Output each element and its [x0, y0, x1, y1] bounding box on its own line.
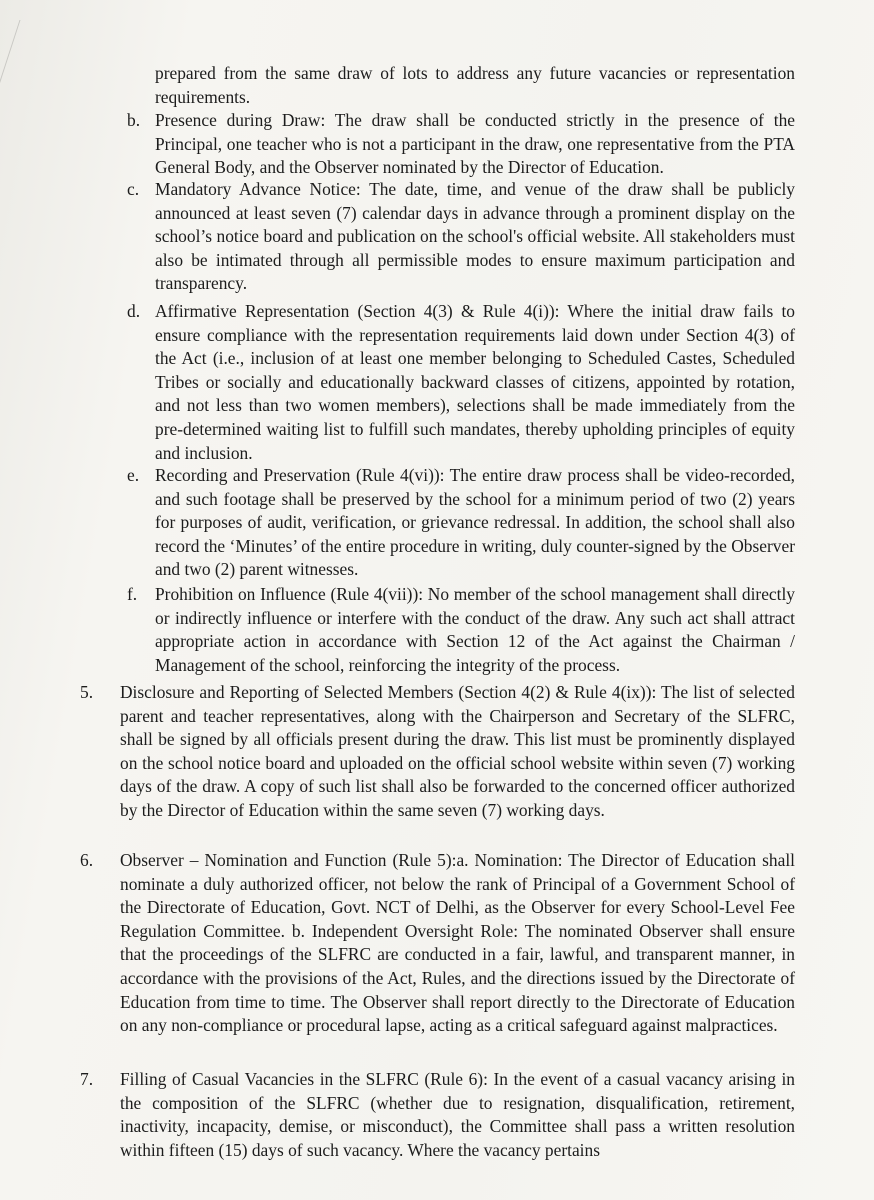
- item-d-text: Affirmative Representation (Section 4(3) & Rule 4(i)): Where the initial draw fails to ensure compliance with the representation requirements laid down under Section 4(3) of the Act (i.e., inclusion of at least one member belonging to Scheduled Castes, Scheduled Tribes or socially and educationally backward classes of citizens, appointed by rotation, and not less than two women members), selections shall be made immediately from the pre-determined waiting list to fulfill such mandates, thereby upholding principles of equity and inclusion.: [155, 301, 795, 463]
- item-6-label: 6.: [80, 850, 94, 870]
- item-a-continuation: prepared from the same draw of lots to address any future vacancies or representation requirements.: [155, 63, 795, 107]
- item-7-text: Filling of Casual Vacancies in the SLFRC (Rule 6): In the event of a casual vacancy arising in the composition of the SLFRC (whether due to resignation, disqualification, retirement, inactivity, incapacity, demise, or misconduct), the Committee shall pass a written resolution within fifteen (15) days of such vacancy. Where the vacancy pertains: [120, 1069, 795, 1160]
- item-d-label: d.: [127, 301, 141, 321]
- page-fold-mark: [0, 20, 50, 140]
- item-b-text: Presence during Draw: The draw shall be conducted strictly in the presence of the Principal, one teacher who is not a participant in the draw, one representative from the PTA General Body, and the Observer nominated by the Director of Education.: [155, 110, 795, 178]
- item-7-label: 7.: [80, 1069, 94, 1089]
- item-e-text: Recording and Preservation (Rule 4(vi)): The entire draw process shall be video-recorded, and such footage shall be preserved by the school for a minimum period of two (2) years for purposes of audit, verification, or grievance redressal. In addition, the school shall also record the ‘Minutes’ of the entire procedure in writing, duly counter-signed by the Observer and two (2) parent witnesses.: [155, 465, 795, 580]
- item-b-label: b.: [127, 110, 141, 130]
- item-c-text: Mandatory Advance Notice: The date, time, and venue of the draw shall be publicly announced at least seven (7) calendar days in advance through a prominent display on the school’s notice board and publication on the school's official website. All stakeholders must also be intimated through all permissible modes to ensure maximum participation and transparency.: [155, 179, 795, 294]
- item-f-label: f.: [127, 584, 138, 604]
- item-f-text: Prohibition on Influence (Rule 4(vii)): No member of the school management shall directly or indirectly influence or interfere with the conduct of the draw. Any such act shall attract appropriate action in accordance with Section 12 of the Act against the Chairman / Management of the school, reinforcing the integrity of the process.: [155, 584, 795, 675]
- item-6-text: Observer – Nomination and Function (Rule 5):a. Nomination: The Director of Education shall nominate a duly authorized officer, not below the rank of Principal of a Government School of the Directorate of Education, Govt. NCT of Delhi, as the Observer for every School-Level Fee Regulation Committee. b. Independent Oversight Role: The nominated Observer shall ensure that the proceedings of the SLFRC are conducted in a fair, lawful, and transparent manner, in accordance with the provisions of the Act, Rules, and the directions issued by the Directorate of Education from time to time. The Observer shall report directly to the Directorate of Education on any non-compliance or procedural lapse, acting as a critical safeguard against malpractices.: [120, 850, 795, 1036]
- item-5-label: 5.: [80, 682, 94, 702]
- item-5-text: Disclosure and Reporting of Selected Members (Section 4(2) & Rule 4(ix)): The list of selected parent and teacher representatives, along with the Chairperson and Secretary of the SLFRC, shall be signed by all officials present during the draw. This list must be prominently displayed on the school notice board and uploaded on the official school website within seven (7) working days of the draw. A copy of such list shall also be forwarded to the concerned officer authorized by the Director of Education within the same seven (7) working days.: [120, 682, 795, 820]
- item-e-label: e.: [127, 465, 140, 485]
- item-c-label: c.: [127, 179, 140, 199]
